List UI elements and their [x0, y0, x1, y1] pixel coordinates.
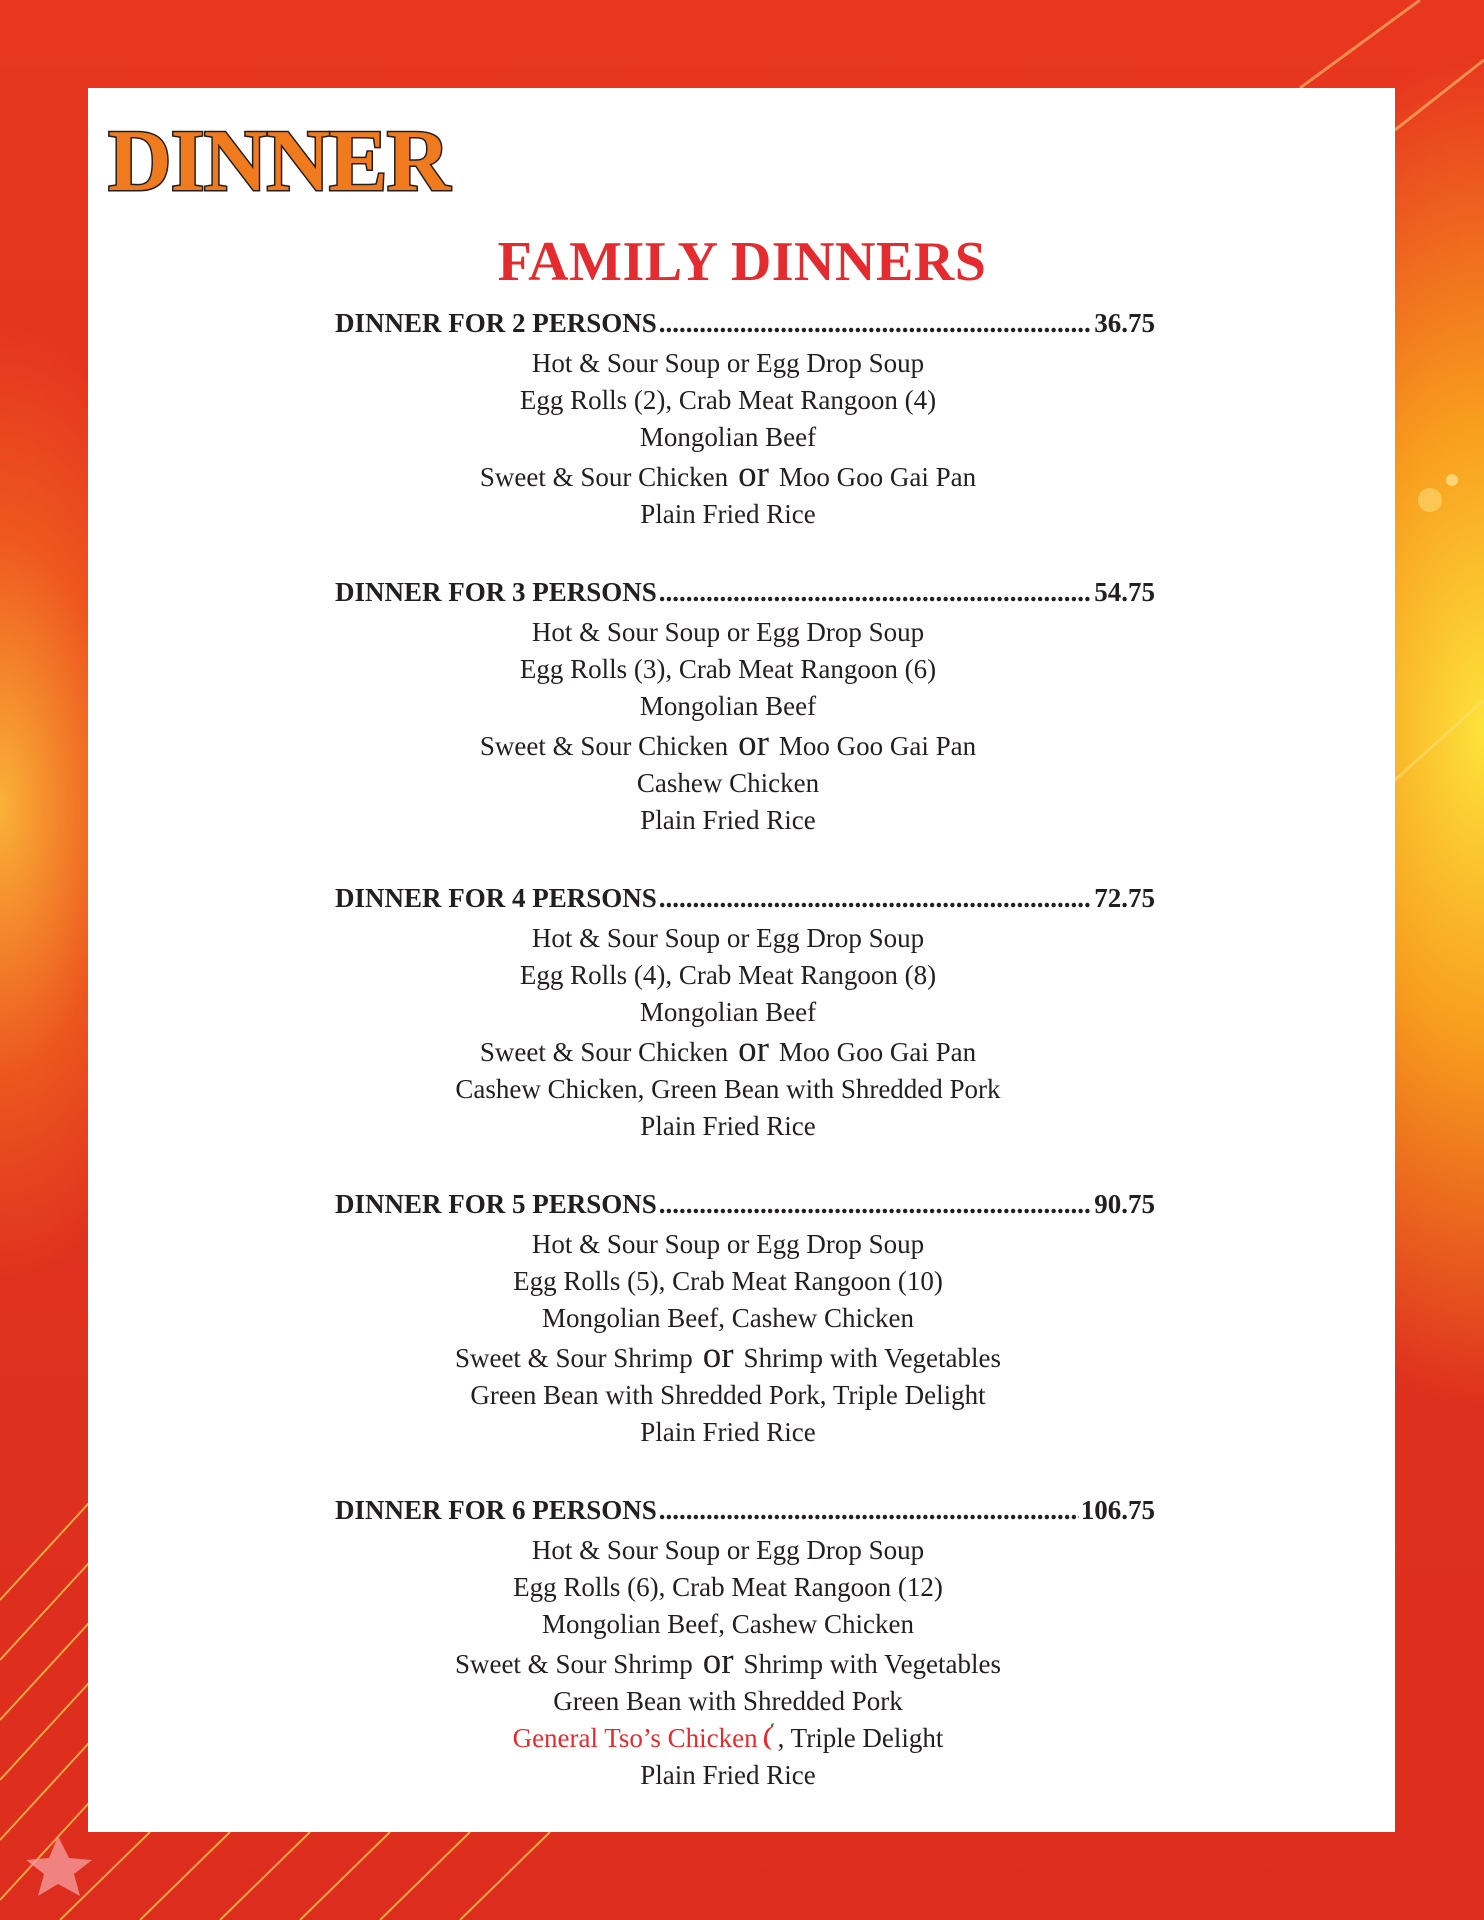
- menu-item-line: Plain Fried Rice: [640, 1760, 816, 1790]
- option-left: Sweet & Sour Chicken: [479, 731, 729, 761]
- option-right: Shrimp with Vegetables: [743, 1343, 1002, 1373]
- menu-item-price: 54.75: [1094, 577, 1155, 607]
- menu-item: [335, 308, 1155, 533]
- menu-item-line: Hot & Sour Soup or Egg Drop Soup: [531, 617, 925, 647]
- dot-leader: [659, 1495, 1079, 1526]
- menu-item-name: DINNER FOR 6 PERSONS: [335, 1495, 657, 1525]
- menu-item-line: [301, 725, 1155, 765]
- menu-item-line: Mongolian Beef: [639, 422, 817, 452]
- menu-item-header: [335, 577, 1155, 614]
- option-left: Sweet & Sour Chicken: [479, 462, 729, 492]
- menu-item-line: [301, 1031, 1155, 1071]
- option-right: Moo Goo Gai Pan: [778, 731, 977, 761]
- dot-leader: [659, 308, 1092, 339]
- or-separator: or: [702, 1641, 734, 1682]
- chili-pepper-icon: [762, 1723, 776, 1751]
- menu-item-line: Egg Rolls (2), Crab Meat Rangoon (4): [519, 385, 937, 415]
- menu-item-line: Mongolian Beef, Cashew Chicken: [542, 1303, 914, 1333]
- menu-item: [335, 1189, 1155, 1451]
- dot-leader: [659, 1189, 1092, 1220]
- menu-item-line: Plain Fried Rice: [640, 1417, 816, 1447]
- option-left: Sweet & Sour Shrimp: [454, 1343, 693, 1373]
- menu-item-name: DINNER FOR 3 PERSONS: [335, 577, 657, 607]
- menu-item-header: [335, 1495, 1155, 1532]
- option-left: Sweet & Sour Chicken: [479, 1037, 729, 1067]
- option-left: Sweet & Sour Shrimp: [454, 1649, 693, 1679]
- menu-item-line: Hot & Sour Soup or Egg Drop Soup: [531, 1229, 925, 1259]
- menu-item-line: [301, 456, 1155, 496]
- menu-item-price: 90.75: [1094, 1189, 1155, 1219]
- menu-item: [335, 883, 1155, 1145]
- dish-remainder: , Triple Delight: [777, 1723, 944, 1753]
- dot-leader: [659, 577, 1092, 608]
- option-right: Moo Goo Gai Pan: [778, 462, 977, 492]
- menu-item-line: [301, 1337, 1155, 1377]
- or-separator: or: [738, 454, 769, 495]
- or-separator: or: [702, 1335, 734, 1376]
- menu-item-header: [335, 1189, 1155, 1226]
- menu-item-header: [335, 883, 1155, 920]
- menu-list: [335, 308, 1155, 1838]
- menu-item-line: [301, 1720, 1155, 1757]
- menu-item-header: [335, 308, 1155, 345]
- menu-item: [335, 1495, 1155, 1794]
- spicy-dish: General Tso’s Chicken: [512, 1723, 758, 1753]
- star-icon: [26, 1836, 92, 1896]
- menu-item-line: Hot & Sour Soup or Egg Drop Soup: [531, 923, 925, 953]
- menu-item-line: Egg Rolls (5), Crab Meat Rangoon (10): [513, 1266, 943, 1296]
- menu-item-price: 72.75: [1094, 883, 1155, 913]
- menu-item-line: Green Bean with Shredded Pork, Triple Delight: [470, 1380, 986, 1410]
- menu-item-price: 106.75: [1080, 1495, 1155, 1525]
- dot-leader: [659, 883, 1092, 914]
- menu-item-name: DINNER FOR 2 PERSONS: [335, 308, 657, 338]
- or-separator: or: [738, 723, 769, 764]
- menu-item-line: Plain Fried Rice: [640, 499, 816, 529]
- menu-item-line: Plain Fried Rice: [640, 1111, 816, 1141]
- menu-item-line: Egg Rolls (4), Crab Meat Rangoon (8): [519, 960, 937, 990]
- menu-item-line: Mongolian Beef, Cashew Chicken: [542, 1609, 914, 1639]
- menu-item-name: DINNER FOR 5 PERSONS: [335, 1189, 657, 1219]
- or-separator: or: [738, 1029, 769, 1070]
- menu-item-line: [301, 1643, 1155, 1683]
- dinner-logo: [106, 112, 526, 202]
- menu-item-name: DINNER FOR 4 PERSONS: [335, 883, 657, 913]
- menu-item-line: Green Bean with Shredded Pork: [553, 1686, 903, 1716]
- menu-item-line: Egg Rolls (6), Crab Meat Rangoon (12): [513, 1572, 943, 1602]
- menu-item-line: Hot & Sour Soup or Egg Drop Soup: [531, 1535, 925, 1565]
- menu-item-line: Mongolian Beef: [639, 997, 817, 1027]
- option-right: Shrimp with Vegetables: [743, 1649, 1002, 1679]
- menu-item-line: Cashew Chicken: [636, 768, 820, 798]
- menu-item-line: Plain Fried Rice: [640, 805, 816, 835]
- menu-item-line: Mongolian Beef: [639, 691, 817, 721]
- menu-item-price: 36.75: [1094, 308, 1155, 338]
- menu-item-line: Egg Rolls (3), Crab Meat Rangoon (6): [519, 654, 937, 684]
- menu-item-line: Cashew Chicken, Green Bean with Shredded Pork: [455, 1074, 1001, 1104]
- section-title: FAMILY DINNERS: [497, 231, 987, 293]
- menu-item-line: Hot & Sour Soup or Egg Drop Soup: [531, 348, 925, 378]
- option-right: Moo Goo Gai Pan: [778, 1037, 977, 1067]
- logo-text: DINNER: [108, 113, 450, 202]
- menu-item: [335, 577, 1155, 839]
